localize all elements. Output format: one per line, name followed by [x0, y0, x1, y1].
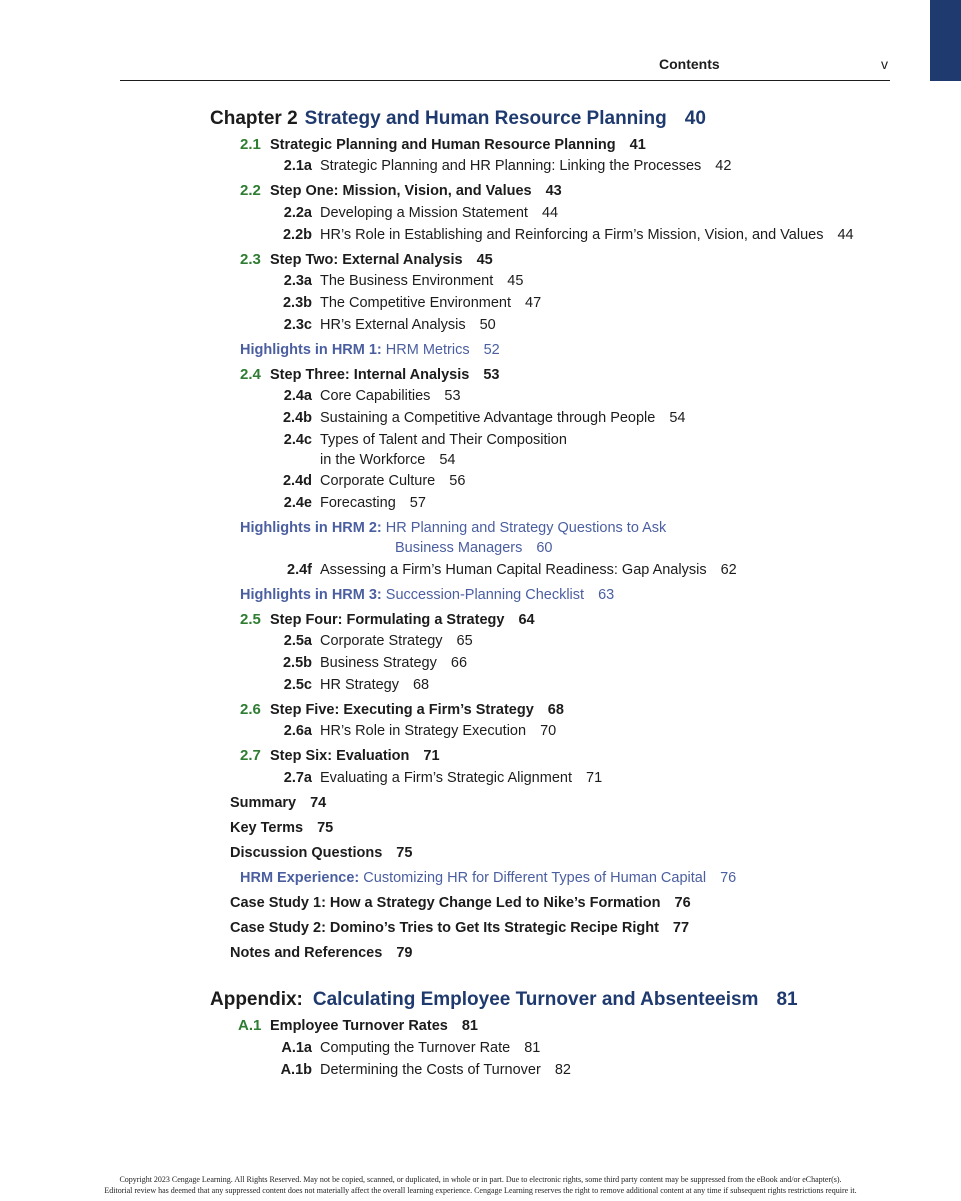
- subsection-page: 54: [439, 452, 456, 468]
- chapter-edge-tab: [930, 0, 961, 81]
- section-title: Step Two: External Analysis: [270, 252, 463, 268]
- section-page: 53: [483, 367, 500, 383]
- entry-title: Notes and References: [230, 945, 383, 961]
- subsection-title: Corporate Strategy: [320, 633, 443, 649]
- copyright-line-2: Editorial review has deemed that any suppressed content does not materially affect the overall learning experience. Cengage Learning reserves the right to remove additional content at any time if subsequent rights restrictions require it.: [104, 1186, 857, 1195]
- toc-subsection-2-4c[interactable]: [274, 430, 567, 450]
- toc-case-study-1[interactable]: [230, 893, 691, 913]
- toc-subsection-2-3c[interactable]: [274, 315, 496, 335]
- toc-section-2-5[interactable]: [240, 610, 535, 630]
- subsection-number: A.1b: [280, 1062, 312, 1078]
- subsection-title: HR’s External Analysis: [320, 317, 466, 333]
- subsection-title: Business Strategy: [320, 655, 437, 671]
- subsection-number: 2.5c: [283, 677, 312, 693]
- subsection-title: Computing the Turnover Rate: [320, 1040, 511, 1056]
- toc-subsection-2-2b[interactable]: [274, 225, 854, 245]
- toc-subsection-2-2a[interactable]: [274, 203, 558, 223]
- entry-title: Key Terms: [230, 820, 304, 836]
- subsection-title: Strategic Planning and HR Planning: Linking the Processes: [320, 158, 702, 174]
- running-head: [120, 54, 890, 81]
- section-title: Step Five: Executing a Firm’s Strategy: [270, 702, 534, 718]
- subsection-page: 81: [524, 1040, 541, 1056]
- appendix-label: Appendix:: [210, 989, 303, 1010]
- section-page: 45: [476, 252, 493, 268]
- highlight-page: 63: [598, 587, 615, 603]
- toc-subsection-2-4a[interactable]: [274, 386, 461, 406]
- toc-highlight-1[interactable]: [240, 340, 500, 360]
- subsection-page: 65: [456, 633, 473, 649]
- toc-subsection-2-1a[interactable]: [274, 156, 731, 176]
- subsection-page: 47: [525, 295, 542, 311]
- entry-title: Summary: [230, 795, 297, 811]
- subsection-page: 62: [720, 562, 737, 578]
- subsection-title: Types of Talent and Their Composition: [320, 432, 567, 448]
- subsection-number: 2.4f: [287, 562, 312, 578]
- entry-page: 77: [672, 920, 690, 936]
- toc-section-2-2[interactable]: [240, 181, 562, 201]
- subsection-title: Sustaining a Competitive Advantage through People: [320, 410, 656, 426]
- highlight-label: Highlights in HRM 1:: [240, 342, 382, 358]
- section-page: 71: [423, 748, 440, 764]
- entry-page: 75: [317, 820, 334, 836]
- subsection-page: 70: [540, 723, 557, 739]
- chapter-label: Chapter 2: [210, 108, 298, 129]
- highlight-label: Highlights in HRM 3:: [240, 587, 382, 603]
- section-number: 2.6: [240, 701, 261, 718]
- subsection-title: Developing a Mission Statement: [320, 205, 528, 221]
- toc-subsection-2-6a[interactable]: [274, 721, 556, 741]
- entry-title: Discussion Questions: [230, 845, 383, 861]
- section-title: Step Four: Formulating a Strategy: [270, 612, 505, 628]
- entry-title: Case Study 1: How a Strategy Change Led to Nike’s Formation: [230, 895, 661, 911]
- toc-hrm-experience[interactable]: [240, 868, 736, 888]
- subsection-number: 2.2b: [282, 227, 312, 243]
- subsection-number: 2.4e: [283, 495, 312, 511]
- subsection-title: HR’s Role in Establishing and Reinforcing a Firm’s Mission, Vision, and Values: [320, 227, 824, 243]
- subsection-page: 82: [554, 1062, 571, 1078]
- toc-subsection-2-4e[interactable]: [274, 493, 426, 513]
- subsection-number: 2.5a: [283, 633, 312, 649]
- toc-subsection-2-4f[interactable]: [274, 560, 737, 580]
- experience-title: Customizing HR for Different Types of Human Capital: [363, 870, 707, 886]
- subsection-title-continued: in the Workforce: [320, 452, 426, 468]
- section-title: Strategic Planning and Human Resource Planning: [270, 137, 616, 153]
- subsection-title: Assessing a Firm’s Human Capital Readiness: Gap Analysis: [320, 562, 707, 578]
- section-page: 41: [629, 137, 646, 153]
- section-page: 81: [461, 1018, 478, 1034]
- subsection-page: 44: [541, 205, 559, 221]
- copyright-line-1: Copyright 2023 Cengage Learning. All Rights Reserved. May not be copied, scanned, or duplicated, in whole or in part. Due to electronic rights, some third party content may be suppressed from the eBook and/or eChapter(s).: [119, 1175, 842, 1184]
- toc-highlight-2-continued[interactable]: [395, 538, 552, 558]
- subsection-title: The Competitive Environment: [320, 295, 511, 311]
- subsection-page: 57: [409, 495, 426, 511]
- section-page: 64: [518, 612, 535, 628]
- subsection-number: 2.2a: [283, 205, 312, 221]
- subsection-number: 2.4b: [282, 410, 312, 426]
- section-page: 68: [547, 702, 564, 718]
- running-head-title: Contents: [659, 56, 720, 72]
- highlight-label: Highlights in HRM 2:: [240, 520, 382, 536]
- subsection-number: 2.4a: [283, 388, 312, 404]
- appendix-page: 81: [776, 989, 798, 1010]
- entry-title: Case Study 2: Domino’s Tries to Get Its Strategic Recipe Right: [230, 920, 659, 936]
- toc-subsection-2-5b[interactable]: [274, 653, 467, 673]
- subsection-number: 2.3c: [283, 317, 312, 333]
- section-title: Step Six: Evaluation: [270, 748, 410, 764]
- toc-subsection-2-4b[interactable]: [274, 408, 685, 428]
- experience-label: HRM Experience:: [240, 870, 360, 886]
- toc-summary[interactable]: [230, 793, 326, 813]
- subsection-page: 50: [479, 317, 496, 333]
- toc-case-study-2[interactable]: [230, 918, 689, 938]
- section-title: Employee Turnover Rates: [270, 1018, 448, 1034]
- highlight-title-continued: Business Managers: [395, 540, 523, 556]
- toc-notes-references[interactable]: [230, 943, 412, 963]
- subsection-number: A.1a: [281, 1040, 312, 1056]
- toc-subsection-2-7a[interactable]: [274, 768, 602, 788]
- toc-highlight-3[interactable]: [240, 585, 614, 605]
- toc-section-2-1[interactable]: [240, 135, 646, 155]
- toc-subsection-2-5a[interactable]: [274, 631, 473, 651]
- toc-section-2-6[interactable]: [240, 700, 564, 720]
- subsection-title: Evaluating a Firm’s Strategic Alignment: [320, 770, 572, 786]
- chapter-heading[interactable]: [210, 107, 706, 131]
- subsection-title: HR’s Role in Strategy Execution: [320, 723, 527, 739]
- section-number: 2.1: [240, 136, 261, 153]
- subsection-page: 66: [450, 655, 468, 671]
- subsection-page: 44: [837, 227, 854, 243]
- subsection-page: 56: [449, 473, 466, 489]
- appendix-heading[interactable]: [210, 988, 798, 1012]
- highlight-title: HRM Metrics: [385, 342, 470, 358]
- entry-page: 76: [674, 895, 691, 911]
- experience-page: 76: [720, 870, 737, 886]
- section-number: 2.4: [240, 366, 261, 383]
- section-number: A.1: [238, 1017, 262, 1034]
- subsection-page: 53: [444, 388, 461, 404]
- subsection-title: Forecasting: [320, 495, 396, 511]
- page-number: v: [881, 56, 888, 72]
- subsection-number: 2.6a: [283, 723, 312, 739]
- toc-subsection-2-3b[interactable]: [274, 293, 541, 313]
- toc-subsection-2-4c-continued[interactable]: [320, 450, 455, 470]
- highlight-page: 60: [536, 540, 553, 556]
- chapter-title: Strategy and Human Resource Planning: [304, 108, 667, 129]
- toc-highlight-2[interactable]: [240, 518, 666, 538]
- highlight-title: Succession-Planning Checklist: [385, 587, 585, 603]
- section-number: 2.3: [240, 251, 261, 268]
- entry-page: 79: [396, 945, 413, 961]
- subsection-title: The Business Environment: [320, 273, 494, 289]
- section-page: 43: [545, 183, 562, 199]
- toc-subsection-a-1b[interactable]: [274, 1060, 571, 1080]
- section-title: Step Three: Internal Analysis: [270, 367, 470, 383]
- toc-subsection-2-5c[interactable]: [274, 675, 429, 695]
- toc-subsection-a-1a[interactable]: [274, 1038, 540, 1058]
- subsection-page: 71: [586, 770, 603, 786]
- entry-page: 74: [310, 795, 327, 811]
- chapter-page: 40: [684, 108, 706, 129]
- subsection-number: 2.7a: [283, 770, 312, 786]
- toc-section-a-1[interactable]: [238, 1016, 478, 1036]
- toc-key-terms[interactable]: [230, 818, 333, 838]
- toc-section-2-3[interactable]: [240, 250, 493, 270]
- toc-subsection-2-3a[interactable]: [274, 271, 523, 291]
- section-number: 2.7: [240, 747, 261, 764]
- subsection-number: 2.4c: [283, 432, 312, 448]
- subsection-page: 45: [507, 273, 524, 289]
- subsection-number: 2.3a: [283, 273, 312, 289]
- subsection-page: 54: [669, 410, 686, 426]
- toc-section-2-7[interactable]: [240, 746, 440, 766]
- toc-subsection-2-4d[interactable]: [274, 471, 465, 491]
- section-title: Step One: Mission, Vision, and Values: [270, 183, 532, 199]
- toc-discussion-questions[interactable]: [230, 843, 412, 863]
- toc-section-2-4[interactable]: [240, 365, 499, 385]
- entry-page: 75: [396, 845, 413, 861]
- subsection-page: 68: [412, 677, 430, 693]
- section-number: 2.2: [240, 182, 261, 199]
- subsection-number: 2.1a: [283, 158, 312, 174]
- subsection-number: 2.3b: [282, 295, 312, 311]
- appendix-title: Calculating Employee Turnover and Absenteeism: [312, 989, 759, 1010]
- subsection-number: 2.4d: [282, 473, 312, 489]
- subsection-title: Core Capabilities: [320, 388, 431, 404]
- subsection-number: 2.5b: [282, 655, 312, 671]
- subsection-title: HR Strategy: [320, 677, 399, 693]
- section-number: 2.5: [240, 611, 261, 628]
- highlight-title: HR Planning and Strategy Questions to Ask: [385, 520, 667, 536]
- subsection-title: Determining the Costs of Turnover: [320, 1062, 541, 1078]
- subsection-page: 42: [715, 158, 732, 174]
- highlight-page: 52: [483, 342, 500, 358]
- subsection-title: Corporate Culture: [320, 473, 436, 489]
